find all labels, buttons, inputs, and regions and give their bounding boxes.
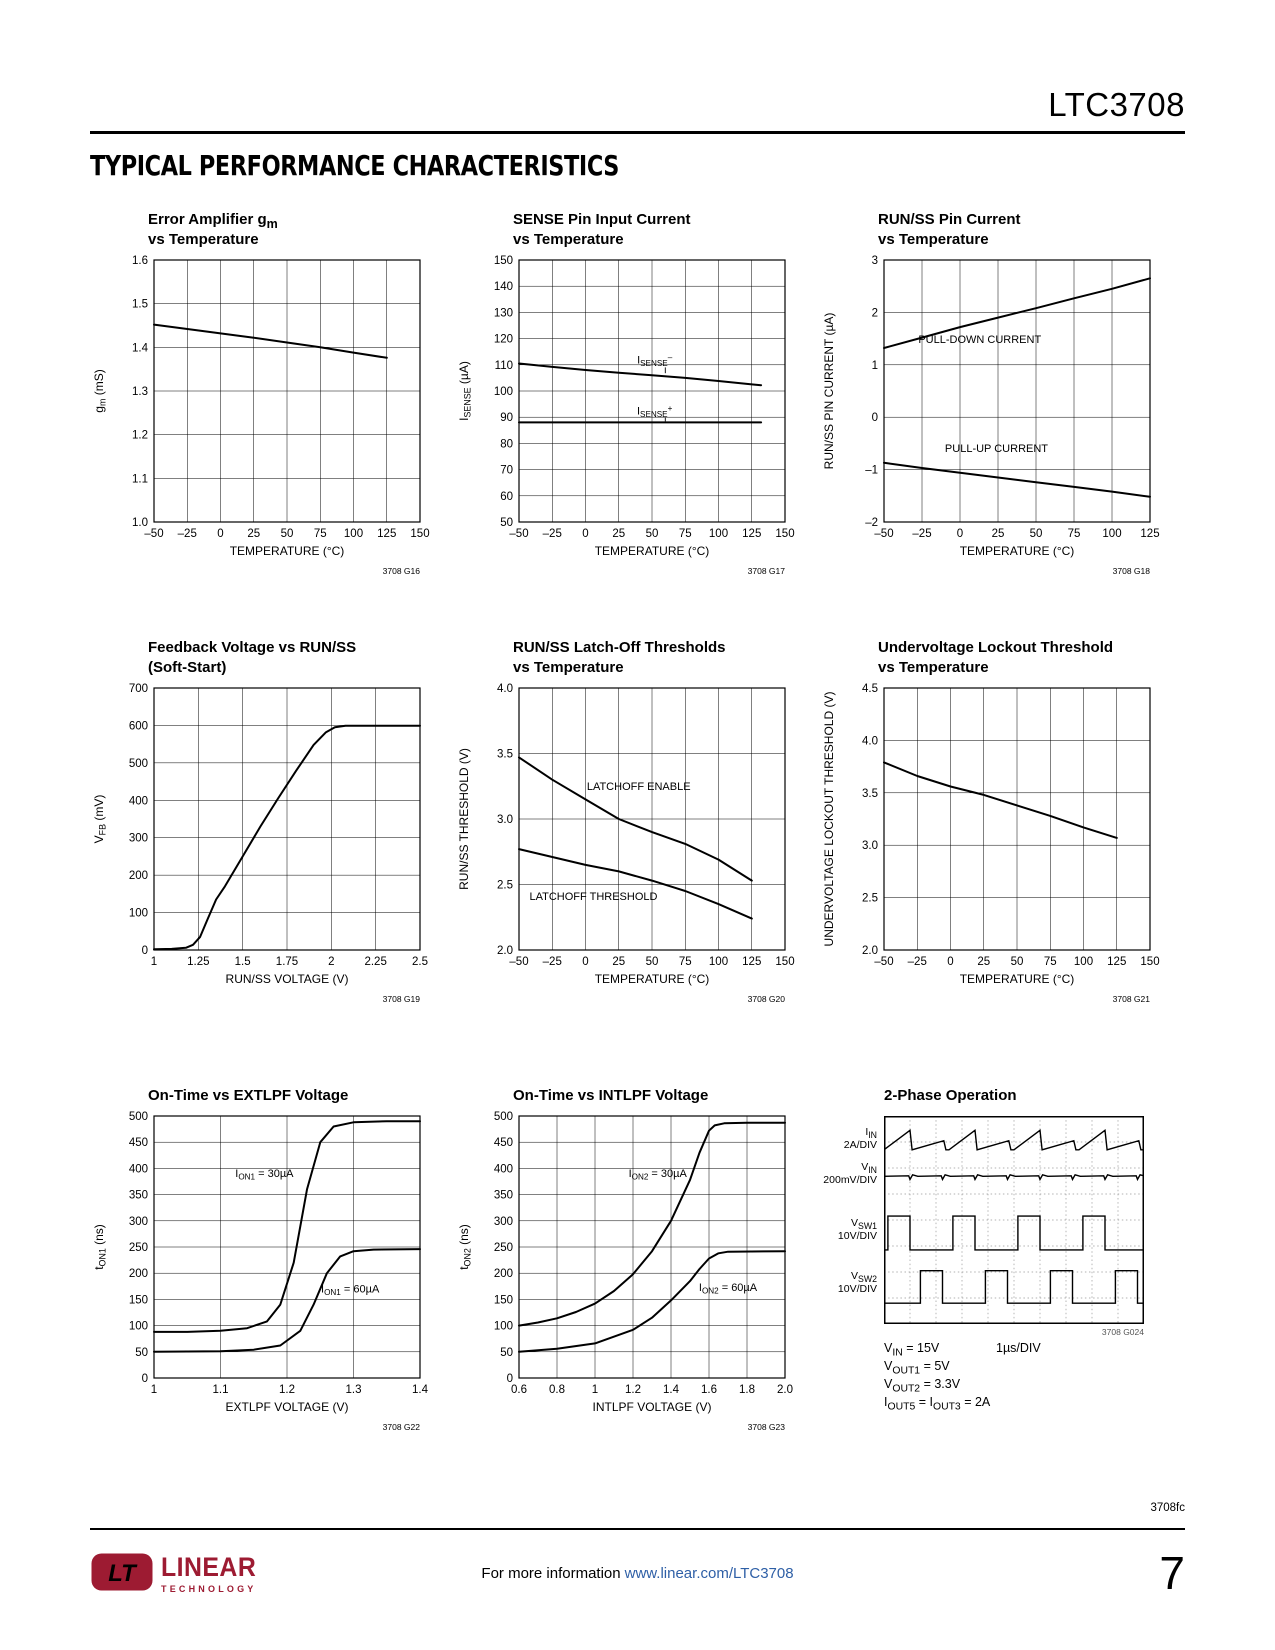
header-rule	[90, 131, 1185, 134]
svg-text:50: 50	[645, 956, 659, 968]
svg-text:3.5: 3.5	[497, 748, 513, 761]
svg-text:25: 25	[612, 528, 626, 540]
svg-text:–50: –50	[874, 528, 894, 540]
svg-text:500: 500	[493, 1111, 513, 1123]
svg-text:100: 100	[343, 528, 364, 540]
svg-text:100: 100	[493, 1320, 513, 1333]
svg-text:50: 50	[135, 1346, 148, 1359]
svg-text:1.3: 1.3	[345, 1384, 362, 1396]
svg-text:–25: –25	[542, 528, 562, 540]
chart-annotation: PULL-DOWN CURRENT	[918, 333, 1042, 346]
footer-rule	[90, 1528, 1185, 1530]
svg-text:ISENSE (µA): $I_{SENSE}$ (µA)	[457, 361, 473, 421]
svg-text:3.0: 3.0	[497, 814, 513, 826]
chart-error-amplifier-gm-title: Error Amplifier $g_m$ vs Temperature	[148, 211, 278, 249]
chart-feedback-voltage-vs-run-ss-title: Feedback Voltage vs RUN/SS (Soft-Start)	[148, 639, 357, 677]
scope-title	[820, 1062, 1185, 1106]
svg-text:4.0: 4.0	[862, 735, 878, 748]
svg-text:25: 25	[991, 528, 1005, 540]
svg-text:150: 150	[128, 1294, 148, 1307]
svg-text:TEMPERATURE (°C): TEMPERATURE (°C)	[594, 972, 710, 986]
svg-text:–25: –25	[907, 956, 927, 968]
svg-text:1.25: 1.25	[187, 956, 210, 968]
scope-condition-iout: $I_{OUT5} = I_{OUT3} = 2A$	[884, 1395, 991, 1413]
chart-run-ss-pin-current	[820, 206, 1185, 588]
svg-text:2.5: 2.5	[862, 892, 878, 905]
svg-text:140: 140	[493, 281, 513, 294]
scope-conditions-row	[820, 1339, 1185, 1357]
svg-text:3708 G16: 3708 G16	[382, 566, 420, 576]
svg-text:1.2: 1.2	[625, 1384, 641, 1396]
svg-text:100: 100	[128, 1320, 148, 1333]
scope-title-text: 2-Phase Operation	[884, 1087, 1017, 1105]
chart-sense-pin-input-current-title: SENSE Pin Input Current vs Temperature	[513, 211, 691, 249]
svg-text:75: 75	[313, 528, 327, 540]
svg-text:600: 600	[128, 720, 148, 733]
svg-text:75: 75	[678, 956, 692, 968]
logo-linear-text: LINEAR	[161, 1552, 257, 1582]
svg-text:400: 400	[128, 1163, 148, 1176]
svg-text:–25: –25	[177, 528, 197, 540]
svg-text:150: 150	[493, 255, 513, 267]
chart-on-time-vs-intlpf	[455, 1062, 820, 1444]
chart-undervoltage-lockout-threshold-title: Undervoltage Lockout Threshold vs Temperature	[878, 639, 1114, 677]
chart-annotation: $I_{ON2} = 30\mu A$	[628, 1167, 687, 1182]
scope-2-phase-operation	[820, 1062, 1185, 1444]
svg-text:300: 300	[493, 1215, 513, 1228]
chart-annotation: PULL-UP CURRENT	[944, 442, 1049, 455]
svg-text:0: 0	[506, 1373, 513, 1385]
chart-error-amplifier-gm-plot	[90, 250, 430, 588]
svg-text:RUN/SS THRESHOLD (V): RUN/SS THRESHOLD (V)	[457, 748, 471, 890]
svg-text:130: 130	[493, 307, 513, 320]
svg-text:1.3: 1.3	[132, 386, 148, 398]
svg-text:50: 50	[645, 528, 659, 540]
doc-revision-code: 3708fc	[1150, 1502, 1185, 1514]
svg-text:450: 450	[128, 1137, 148, 1150]
svg-text:1.4: 1.4	[132, 342, 148, 355]
svg-text:RUN/SS VOLTAGE (V): RUN/SS VOLTAGE (V)	[225, 972, 349, 986]
svg-text:70: 70	[500, 464, 513, 477]
svg-text:0.8: 0.8	[549, 1384, 565, 1396]
svg-text:2.5: 2.5	[412, 956, 428, 968]
svg-text:150: 150	[775, 528, 795, 540]
svg-text:25: 25	[977, 956, 991, 968]
svg-text:0.6: 0.6	[511, 1384, 527, 1396]
scope-trace-vsw2	[884, 1271, 1144, 1304]
chart-annotation: $I_{ON1} = 60\mu A$	[321, 1283, 380, 1298]
svg-text:3708 G18: 3708 G18	[1112, 566, 1150, 576]
svg-text:RUN/SS PIN CURRENT (µA): RUN/SS PIN CURRENT (µA)	[822, 312, 836, 470]
svg-text:125: 125	[742, 528, 762, 540]
svg-text:0: 0	[582, 528, 589, 540]
chart-annotation: LATCHOFF THRESHOLD	[529, 891, 658, 904]
svg-text:–1: –1	[865, 464, 878, 477]
svg-text:150: 150	[410, 528, 430, 540]
svg-text:UNDERVOLTAGE LOCKOUT THRESHOLD: UNDERVOLTAGE LOCKOUT THRESHOLD (V)	[822, 691, 836, 947]
svg-text:200: 200	[493, 1268, 513, 1281]
svg-text:gm (mS): $g_m$ (mS)	[92, 369, 108, 413]
svg-text:EXTLPF VOLTAGE (V): EXTLPF VOLTAGE (V)	[225, 1400, 349, 1414]
svg-text:100: 100	[708, 956, 729, 968]
svg-text:300: 300	[128, 1215, 148, 1228]
svg-text:2.0: 2.0	[497, 945, 513, 957]
svg-text:700: 700	[128, 683, 148, 695]
svg-text:0: 0	[217, 528, 224, 540]
svg-text:50: 50	[1029, 528, 1043, 540]
svg-text:200: 200	[128, 1268, 148, 1281]
svg-text:1: 1	[150, 956, 158, 968]
svg-text:3.0: 3.0	[862, 840, 878, 853]
svg-text:3708 G19: 3708 G19	[382, 994, 420, 1004]
page-footer	[0, 1528, 1275, 1650]
svg-text:250: 250	[128, 1242, 148, 1254]
chart-on-time-vs-intlpf-plot	[455, 1106, 795, 1444]
scope-time-scale: 1µs/DIV	[996, 1341, 1041, 1355]
page-number: 7	[1159, 1547, 1185, 1599]
scope-channel-iin-label: $I_{IN}$ 2A/DIV	[843, 1126, 877, 1151]
svg-text:50: 50	[1010, 956, 1024, 968]
svg-text:0: 0	[582, 956, 589, 968]
scope-plot	[884, 1116, 1144, 1324]
svg-text:3708 G17: 3708 G17	[747, 566, 785, 576]
footer-info	[390, 1565, 885, 1582]
svg-text:TEMPERATURE (°C): TEMPERATURE (°C)	[959, 972, 1075, 986]
footer-info-text: For more information	[481, 1564, 621, 1582]
svg-text:–25: –25	[542, 956, 562, 968]
svg-text:–50: –50	[509, 528, 529, 540]
scope-channel-vsw1-label: $V_{SW1}$ 10V/DIV	[837, 1217, 877, 1242]
svg-text:75: 75	[1043, 956, 1057, 968]
svg-text:1: 1	[150, 1384, 158, 1396]
svg-text:250: 250	[493, 1242, 513, 1254]
svg-text:VFB (mV): $V_{FB}$ (mV)	[92, 794, 108, 844]
svg-text:400: 400	[493, 1163, 513, 1176]
svg-text:1: 1	[871, 359, 878, 372]
svg-text:120: 120	[493, 333, 513, 346]
svg-text:1.8: 1.8	[739, 1384, 755, 1396]
scope-condition-vout2: $V_{OUT2} = 3.3V$	[884, 1377, 961, 1395]
svg-text:2.0: 2.0	[862, 945, 878, 957]
logo-technology-text: TECHNOLOGY	[161, 1584, 257, 1594]
svg-text:2.5: 2.5	[497, 879, 513, 892]
svg-text:3708 G23: 3708 G23	[747, 1422, 785, 1432]
chart-run-ss-latch-off-thresholds-title: RUN/SS Latch-Off Thresholds vs Temperature	[513, 639, 726, 677]
svg-text:1.6: 1.6	[132, 255, 148, 267]
chart-on-time-vs-extlpf-plot	[90, 1106, 430, 1444]
svg-text:150: 150	[1140, 956, 1160, 968]
section-title: TYPICAL PERFORMANCE CHARACTERISTICS	[90, 149, 620, 182]
svg-text:4.0: 4.0	[497, 683, 513, 695]
scope-channel-vsw2-label: $V_{SW2}$ 10V/DIV	[837, 1270, 877, 1295]
footer-link[interactable]: www.linear.com/LTC3708	[624, 1564, 794, 1582]
chart-run-ss-latch-off-thresholds	[455, 634, 820, 1016]
svg-text:tON1 (ns): $t_{ON1}$ (ns)	[92, 1224, 108, 1270]
scope-channel-labels	[820, 1116, 884, 1324]
svg-text:2.25: 2.25	[364, 956, 387, 968]
svg-text:–25: –25	[912, 528, 932, 540]
svg-text:75: 75	[1067, 528, 1081, 540]
svg-text:TEMPERATURE (°C): TEMPERATURE (°C)	[229, 544, 345, 558]
svg-text:125: 125	[1140, 528, 1160, 540]
svg-text:0: 0	[141, 1373, 148, 1385]
series-ion2-60ua	[519, 1251, 785, 1352]
scope-display	[820, 1116, 1185, 1324]
svg-text:125: 125	[742, 956, 762, 968]
svg-text:75: 75	[678, 528, 692, 540]
chart-on-time-vs-intlpf-title: On-Time vs INTLPF Voltage	[513, 1087, 709, 1105]
svg-text:1.6: 1.6	[701, 1384, 717, 1396]
svg-text:1.5: 1.5	[132, 298, 148, 311]
chart-run-ss-latch-off-thresholds-plot	[455, 678, 795, 1016]
svg-text:100: 100	[1073, 956, 1094, 968]
svg-text:400: 400	[128, 795, 148, 808]
scope-conditions	[820, 1339, 1185, 1412]
svg-text:TEMPERATURE (°C): TEMPERATURE (°C)	[594, 544, 710, 558]
svg-text:1.1: 1.1	[212, 1384, 229, 1396]
chart-annotation: $I_{SENSE}^+$	[636, 403, 673, 420]
svg-text:INTLPF VOLTAGE (V): INTLPF VOLTAGE (V)	[592, 1400, 712, 1414]
svg-text:4.5: 4.5	[862, 683, 878, 695]
svg-text:350: 350	[128, 1189, 148, 1202]
svg-text:150: 150	[493, 1294, 513, 1307]
svg-text:1.2: 1.2	[132, 429, 148, 442]
svg-text:0: 0	[956, 528, 964, 540]
scope-trace-vsw1	[884, 1216, 1144, 1250]
svg-text:100: 100	[493, 386, 513, 398]
svg-text:50: 50	[280, 528, 294, 540]
chart-sense-pin-input-current-plot	[455, 250, 795, 588]
chart-error-amplifier-gm	[90, 206, 455, 588]
svg-text:3708 G20: 3708 G20	[747, 994, 785, 1004]
svg-text:25: 25	[247, 528, 261, 540]
chart-annotation: $I_{ON1} = 30\mu A$	[235, 1167, 294, 1182]
svg-text:100: 100	[128, 907, 148, 920]
svg-text:100: 100	[708, 528, 729, 540]
series-uvlo	[884, 762, 1117, 838]
svg-text:1.4: 1.4	[663, 1384, 679, 1396]
svg-text:60: 60	[500, 490, 513, 503]
series-ion2-30ua	[519, 1123, 785, 1326]
chart-annotation: $I_{ON2} = 60\mu A$	[698, 1282, 758, 1296]
logo-wordmark	[161, 1552, 265, 1594]
svg-text:100: 100	[1102, 528, 1122, 540]
svg-text:50: 50	[500, 1346, 513, 1359]
svg-text:1.5: 1.5	[234, 956, 251, 968]
svg-text:200: 200	[128, 870, 148, 883]
svg-text:300: 300	[128, 832, 148, 845]
lt-logo-icon	[90, 1552, 154, 1592]
svg-text:3.5: 3.5	[862, 787, 878, 800]
svg-text:tON2 (ns): $t_{ON2}$ (ns)	[457, 1224, 473, 1270]
charts-grid	[90, 206, 1185, 1444]
svg-text:–50: –50	[509, 956, 529, 968]
chart-annotation: LATCHOFF ENABLE	[586, 781, 691, 794]
svg-text:1.75: 1.75	[275, 956, 299, 968]
scope-condition-vin: $V_{IN} = 15V$	[884, 1341, 940, 1359]
svg-text:1.2: 1.2	[279, 1384, 295, 1396]
svg-text:–50: –50	[874, 956, 894, 968]
chart-sense-pin-input-current	[455, 206, 820, 588]
series-pull-up	[884, 463, 1150, 497]
chart-on-time-vs-extlpf	[90, 1062, 455, 1444]
svg-text:125: 125	[1107, 956, 1127, 968]
series-gm	[154, 325, 387, 358]
svg-text:TEMPERATURE (°C): TEMPERATURE (°C)	[959, 544, 1075, 558]
svg-text:0: 0	[871, 412, 878, 425]
svg-text:150: 150	[775, 956, 795, 968]
svg-text:1.0: 1.0	[132, 517, 148, 529]
chart-annotation: $I_{SENSE}^-$	[637, 352, 673, 369]
chart-feedback-voltage-vs-run-ss-plot	[90, 678, 430, 1016]
chart-feedback-voltage-vs-run-ss	[90, 634, 455, 1016]
svg-text:LT: LT	[108, 1560, 136, 1587]
svg-text:1.4: 1.4	[412, 1384, 428, 1396]
svg-text:1: 1	[591, 1384, 599, 1396]
svg-text:1.1: 1.1	[132, 473, 148, 486]
svg-text:2.0: 2.0	[777, 1384, 793, 1396]
svg-text:110: 110	[494, 359, 513, 372]
svg-text:3708 G21: 3708 G21	[1112, 994, 1150, 1004]
scope-channel-vin-label: $V_{IN}$ 200mV/DIV	[823, 1161, 877, 1186]
svg-text:3: 3	[871, 255, 878, 267]
scope-graph-code: 3708 G024	[1101, 1327, 1144, 1337]
chart-undervoltage-lockout-threshold	[820, 634, 1185, 1016]
svg-text:450: 450	[493, 1137, 513, 1150]
svg-text:80: 80	[500, 438, 513, 451]
svg-text:3708 G22: 3708 G22	[382, 1422, 420, 1432]
svg-text:2: 2	[328, 956, 335, 968]
chart-undervoltage-lockout-threshold-plot	[820, 678, 1160, 1016]
svg-text:25: 25	[612, 956, 626, 968]
chart-on-time-vs-extlpf-title: On-Time vs EXTLPF Voltage	[148, 1087, 349, 1105]
svg-text:–2: –2	[865, 517, 878, 529]
svg-text:2: 2	[871, 307, 878, 320]
svg-text:500: 500	[128, 1111, 148, 1123]
svg-text:0: 0	[141, 945, 148, 957]
svg-text:90: 90	[500, 412, 513, 425]
svg-text:0: 0	[947, 956, 954, 968]
chart-run-ss-pin-current-plot	[820, 250, 1160, 588]
svg-text:125: 125	[377, 528, 397, 540]
scope-condition-vout1: $V_{OUT1} = 5V$	[884, 1359, 950, 1377]
linear-technology-logo	[90, 1552, 390, 1594]
svg-text:–50: –50	[144, 528, 164, 540]
svg-text:50: 50	[500, 517, 513, 529]
chart-run-ss-pin-current-title: RUN/SS Pin Current vs Temperature	[878, 211, 1021, 249]
svg-text:500: 500	[128, 757, 148, 770]
svg-text:350: 350	[493, 1189, 513, 1202]
part-number: LTC3708	[1048, 86, 1185, 123]
